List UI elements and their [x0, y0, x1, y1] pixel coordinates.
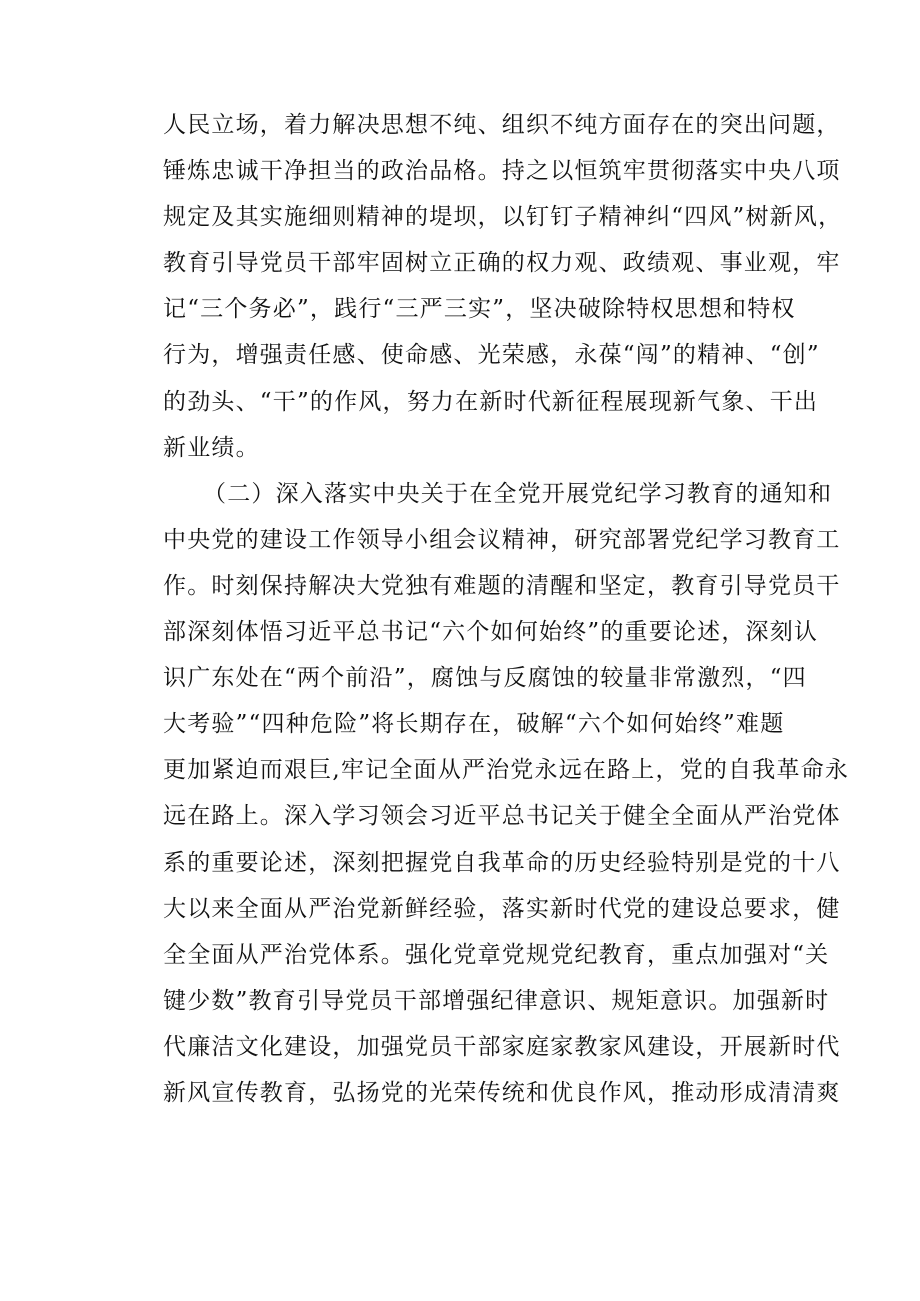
body-text: [163, 102, 850, 1116]
text-line: 更加紧迫而艰巨,牢记全面从严治党永远在路上，党的自我革命永: [163, 757, 850, 784]
text-line: 中央党的建设工作领导小组会议精神，研究部署党纪学习教育工: [163, 526, 841, 553]
text-line: 识广东处在“两个前沿”，腐蚀与反腐蚀的较量非常激烈，“四: [163, 665, 807, 692]
text-line: 大以来全面从严治党新鲜经验，落实新时代党的建设总要求，健: [163, 895, 841, 922]
text-line: 行为，增强责任感、使命感、光荣感，永葆“闯”的精神、“创”: [163, 342, 820, 369]
text-line: 教育引导党员干部牢固树立正确的权力观、政绩观、事业观，牢: [163, 250, 841, 277]
section-heading-line: （二）深入落实中央关于在全党开展党纪学习教育的通知和: [203, 480, 833, 507]
text-line: 部深刻体悟习近平总书记“六个如何始终”的重要论述，深刻认: [163, 619, 819, 646]
text-line: 全全面从严治党体系。强化党章党规党纪教育，重点加强对“关: [163, 941, 830, 968]
text-line: 远在路上。深入学习领会习近平总书记关于健全全面从严治党体: [163, 803, 841, 830]
text-line: 大考验”“四种危险”将长期存在，破解“六个如何始终”难题: [163, 711, 785, 738]
text-line: 记“三个务必”，践行“三严三实”，坚决破除特权思想和特权: [163, 296, 796, 323]
text-line: 代廉洁文化建设，加强党员干部家庭家教家风建设，开展新时代: [163, 1033, 841, 1060]
text-line: 新风宣传教育，弘扬党的光荣传统和优良作风，推动形成清清爽: [163, 1079, 841, 1106]
text-line: 系的重要论述，深刻把握党自我革命的历史经验特别是党的十八: [163, 849, 841, 876]
text-line: 锤炼忠诚干净担当的政治品格。持之以恒筑牢贯彻落实中央八项: [163, 158, 841, 185]
text-line: 新业绩。: [163, 434, 260, 461]
text-line: 人民立场，着力解决思想不纯、组织不纯方面存在的突出问题，: [163, 112, 841, 138]
text-line: 键少数”教育引导党员干部增强纪律意识、规矩意识。加强新时: [163, 987, 830, 1014]
text-line: 的劲头、“干”的作风，努力在新时代新征程展现新气象、干出: [163, 388, 819, 415]
text-line: 作。时刻保持解决大党独有难题的清醒和坚定，教育引导党员干: [163, 572, 841, 599]
text-line: 规定及其实施细则精神的堤坝，以钉钉子精神纠“四风”树新风，: [163, 204, 843, 231]
